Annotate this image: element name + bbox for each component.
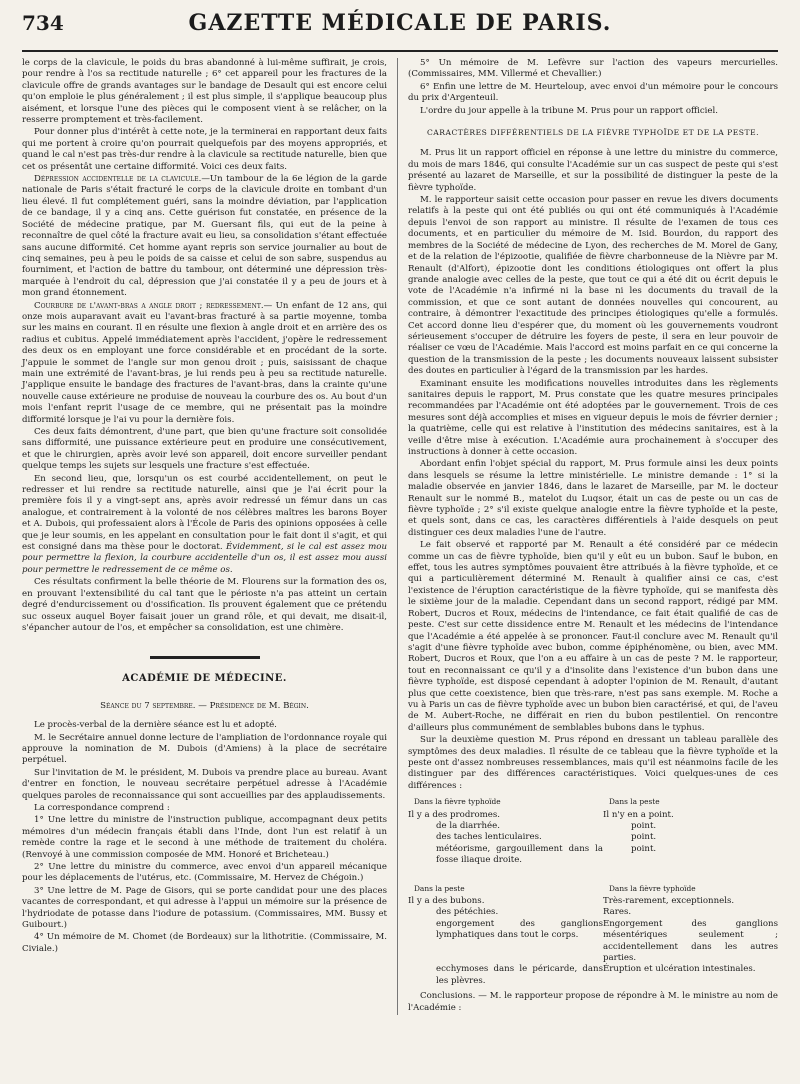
page-number: 734	[22, 11, 64, 35]
article-columns	[22, 58, 778, 1015]
table-cell: Il y a des bubons.	[408, 896, 485, 907]
paragraph: Abordant enfin l'objet spécial du rapport, M. Prus formule ainsi les deux points dans lesquels se résume la lettre ministérielle. Le ministre demande : 1° si la maladie observée en janvier 1846, dans le lazaret de Marseille, par M. le docteur Renault sur le nommé B., matelot du Luqsor, était un cas de peste ou un cas de fièvre typhoïde ; 2° s'il existe quelque analogie entre la fièvre typhoïde et la peste, et quels sont, dans ce cas, les caractères différentiels à l'aide desquels on peut distinguer ces deux maladies l'une de l'autre.	[408, 459, 778, 538]
case-text: —Un tambour de la 6e légion de la garde nationale de Paris s'était fracturé le corps de la clavicule droite en tombant d'un lieu élevé. Il fut complétement guéri, sans la moindre déviation, par l'application de ce bandage, il y a cinq ans. Cette guérison fut constatée, en présence de la Société de médecine pratique, par M. Guersant fils, qui eut de la peine à reconnaître de quel côté la fracture avait eu lieu, sa consolidation s'étant effectuée sans aucune difformité. Cet homme ayant repris son service journalier au bout de cinq semaines, peu à peu le poids de sa caisse et celui de son sabre, suspendus au fourniment, et l'action de battre du tambour, ont déterminé une dépression très-marquée à l'endroit du cal, dépression que j'ai constatée il y a peu de jours et à mon grand étonnement.	[22, 174, 388, 299]
correspondence-item: 2° Une lettre du ministre du commerce, avec envoi d'un appareil mécanique pour les déplacements de l'utérus, etc. (Commissaire, M. Hervez de Chégoin.)	[22, 862, 387, 884]
table-cell: météorisme, gargouillement dans la fosse iliaque droite.	[436, 843, 603, 866]
paragraph: L'ordre du jour appelle à la tribune M. Prus pour un rapport officiel.	[420, 105, 718, 116]
table-cell: Il y a des prodromes.	[408, 809, 500, 820]
correspondence-item: 3° Une lettre de M. Page de Gisors, qui se porte candidat pour une des places vacantes de correspondant, et qui adresse à l'appui un mémoire sur la présence de l'hydriodate de potasse dans l'iodure de potassium. (Commissaires, MM. Bussy et Guibourt.)	[22, 885, 387, 931]
correspondence-item: 5° Un mémoire de M. Lefèvre sur l'action des vapeurs mercurielles. (Commissaires, MM. Villermé et Chevallier.)	[408, 58, 778, 80]
session-line: Séance du 7 septembre. — Présidence de M. Bégin.	[100, 700, 309, 711]
correspondence-item: 4° Un mémoire de M. Chomet (de Bordeaux) sur la lithotritie. (Commissaire, M. Civiale.)	[22, 932, 387, 954]
comparison-table-typhoid	[408, 796, 778, 866]
paragraph: Le procès-verbal de la dernière séance est lu et adopté.	[34, 720, 277, 731]
paragraph: le corps de la clavicule, le poids du bras abandonné à lui-même suffirait, je crois, pour rendre à l'os sa rectitude naturelle ; 6° cet appareil pour les fractures de la clavicule offre de grands avantages sur le bandage de Desault qui est encore celui qu'on emploie le plus généralement ; il est plus simple, il s'applique beaucoup plus aisément, et lorsque l'une des pièces qui le composent vient à se relâcher, on la resserre promptement et très-facilement.	[22, 58, 387, 126]
table-cell: ecchymoses dans le péricarde, dans les plèvres.	[436, 964, 603, 986]
table-cell: des pétéchies.	[436, 907, 499, 918]
case-paragraph	[22, 174, 387, 299]
table-cell: Éruption et ulcération intestinales.	[603, 964, 756, 975]
page-header	[22, 10, 778, 52]
paragraph: La correspondance comprend :	[34, 802, 170, 813]
paragraph: Ces deux faits démontrent, d'une part, que bien qu'une fracture soit consolidée sans difformité, une puissance extérieure peut en produire une consécutivement, et que le chirurgien, après avoir levé son appareil, doit encore surveiller pendant quelque temps les sujets sur lesquels une fracture s'est effectuée.	[22, 427, 387, 472]
case-title: Dépression accidentelle de la clavicule.	[34, 174, 202, 185]
spacer	[408, 871, 778, 879]
table-cell: point.	[631, 821, 657, 831]
column-header: Dans la fièvre typhoïde	[609, 883, 696, 893]
table-cell: Il n'y en a point.	[603, 809, 674, 820]
report-subheading: CARACTÈRES DIFFÉRENTIELS DE LA FIÈVRE TYPHOÏDE ET DE LA PESTE.	[426, 128, 760, 138]
column-header: Dans la peste	[414, 883, 465, 893]
table-cell: Engorgement des ganglions mésentériques seulement ; accidentellement dans les autres parties.	[603, 918, 778, 964]
paragraph: Pour donner plus d'intérêt à cette note, je la terminerai en rapportant deux faits qui me portent à croire qu'on pourrait quelquefois par des moyens appropriés, et quand le cal n'est pas très-dur rendre à la clavicule sa rectitude naturelle, bien que cet os présentât une certaine difformité. Voici ces deux faits.	[22, 127, 387, 172]
paragraph: M. le Secrétaire annuel donne lecture de l'ampliation de l'ordonnance royale qui approuve la nomination de M. Dubois (d'Amiens) à la place de secrétaire perpétuel.	[22, 732, 387, 766]
paragraph: Le fait observé et rapporté par M. Renault a été considéré par ce médecin comme un cas de fièvre typhoïde, bien qu'il y eût eu un bubon. Sauf le bubon, en effet, tous les autres symptômes pouvaient être attribués à la fièvre typhoïde, et ce qui a particulièrement déterminé M. Renault à qualifier ainsi ce cas, c'est l'existence de l'éruption caractéristique de la fièvre typhoïde, qui se manifesta dès le sixième jour de la maladie. Cependant dans un second rapport, rédigé par MM. Robert, Ducros et Roux, médecins de l'intendance, ce fait était qualifié de cas de peste. C'est sur cette dissidence entre M. Renault et les médecins de l'intendance que l'Académie a été appelée à se prononcer. Faut-il conclure avec M. Renault qu'il s'agit d'une fièvre typhoïde avec bubon, comme épiphénomène, ou bien, avec MM. Robert, Ducros et Roux, que l'on a eu affaire à un cas de peste ? M. le rapporteur, tout en reconnaissant ce qu'il y a d'insolite dans l'existence d'un bubon dans une fièvre typhoïde, est disposé cependant à adopter l'opinion de M. Renault, d'autant plus que cette coexistence, bien que très-rare, n'est pas sans exemple. M. Roche a vu à Paris un cas de fièvre typhoïde avec un bubon bien caractérisé, et qui, de l'aveu de M. Aubert-Roche, ne différait en rien du bubon pestilentiel. On rencontre d'ailleurs plus communément de semblables bubons dans le typhus.	[408, 540, 778, 733]
column-header: Dans la fièvre typhoïde	[414, 797, 501, 807]
column-header: Dans la peste	[609, 797, 660, 807]
table-cell: Rares.	[603, 907, 632, 918]
section-title: ACADÉMIE DE MÉDECINE.	[122, 673, 287, 685]
table-cell: point.	[631, 843, 657, 854]
correspondence-item: 6° Enfin une lettre de M. Heurteloup, avec envoi d'un mémoire pour le concours du prix d'Argenteuil.	[408, 81, 778, 104]
paragraph: M. Prus lit un rapport officiel en réponse à une lettre du ministre du commerce, du mois de mars 1846, qui consulte l'Académie sur un cas suspect de peste qui s'est présenté au lazaret de Marseille, et sur la possibilité de distinguer la peste de la fièvre typhoïde.	[408, 148, 778, 193]
right-column	[398, 58, 778, 1015]
paragraph	[22, 474, 387, 577]
case-paragraph	[22, 301, 387, 426]
paragraph: M. le rapporteur saisit cette occasion pour passer en revue les divers documents relatifs à la peste qui ont été publiés ou qui ont été communiqués à l'Académie depuis l'envoi de son rapport au ministre. Il résulte de l'examen de tous ces documents, et en particulier du mémoire de M. Isid. Bourdon, du rapport des membres de la Société de médecine de Lyon, des recherches de M. Morel de Gany, et de la relation de l'épizootie, qualifiée de fièvre charbonneuse de la Nièvre par M. Renault (d'Alfort), épizootie dont les conditions étiologiques ont offert la plus grande analogie avec celles de la peste, que tout ce qui a été dit ou écrit depuis le vote de l'Académie n'a infirmé ni la base ni les documents du travail de la commission, et que ce sont autant de données nouvelles qui concourent, au contraire, à démontrer l'exactitude des principes étiologiques qu'elle a formulés. Cet accord donne lieu d'espérer que, du moment où les gouvernements voudront sérieusement s'occuper de détruire les foyers de peste, il sera en leur pouvoir de réaliser ce vœu de l'Académie. Mais l'accord est moins parfait en ce qui concerne la question de la transmission de la peste ; les documents nouveaux laissent subsister des doutes en particulier à l'égard de la transmission par les hardes.	[408, 195, 778, 377]
left-column	[22, 58, 398, 1015]
paragraph: Examinant ensuite les modifications nouvelles introduites dans les règlements sanitaires depuis le rapport, M. Prus constate que les quatre mesures principales recommandées par l'Académie ont été adoptées par le gouvernement. Trois de ces mesures sont déjà accomplies et mises en vigueur depuis le mois de février dernier ; la quatrième, celle qui est relative à l'institution des médecins sanitaires, est à la veille d'être mise à exécution. L'Académie aura prochainement à s'occuper des instructions à donner à cette occasion.	[408, 378, 778, 457]
table-cell: engorgement des ganglions lymphatiques dans tout le corps.	[436, 918, 603, 941]
table-cell: Très-rarement, exceptionnels.	[603, 896, 735, 907]
table-cell: de la diarrhée.	[436, 821, 500, 831]
table-cell: des taches lenticulaires.	[436, 832, 542, 843]
journal-title: GAZETTE MÉDICALE DE PARIS.	[188, 10, 612, 36]
paragraph: Sur l'invitation de M. le président, M. Dubois va prendre place au bureau. Avant d'entrer en fonction, le nouveau secrétaire perpétuel adresse à l'Académie quelques paroles de reconnaissance qui sont accueillies par des applaudissements.	[22, 767, 387, 801]
section-divider	[150, 656, 260, 659]
table-cell: point.	[631, 832, 657, 843]
paragraph-text: En second lieu, que, lorsqu'un os est courbé accidentellement, on peut le redresser et lui rendre sa rectitude naturelle, ainsi que je l'ai écrit pour la première fois il y a vingt-sept ans, après avoir redressé un fémur dans un cas analogue, et contrairement à la volonté de nos célèbres maîtres les barons Boyer et A. Dubois, qui professaient alors à l'École de Paris des opinions opposées à celle que je leur soumis, en les appelant en consultation pour le fait dont il s'agit, et qui est consigné dans ma thèse pour le doctorat.	[22, 473, 387, 553]
paragraph: Sur la deuxième question M. Prus répond en dressant un tableau parallèle des symptômes des deux maladies. Il résulte de ce tableau que la fièvre typhoïde et la peste ont d'assez nombreuses ressemblances, mais qu'il est néanmoins facile de les distinguer par des différences caractéristiques. Voici quelques-unes de ces différences :	[408, 735, 778, 791]
paragraph: Ces résultats confirment la belle théorie de M. Flourens sur la formation des os, en prouvant l'extensibilité du cal tant que le périoste n'a pas atteint un certain degré d'endurcissement ou d'ossification. Ils prouvent également que ce prétendu suc osseux auquel Boyer faisait jouer un grand rôle, et qui devait, me disait-il, s'épancher autour de l'os, et empêcher sa consolidation, est une chimère.	[22, 577, 387, 633]
case-title: Courbure de l'avant-bras a angle droit ; redressement.	[34, 300, 264, 311]
conclusions-paragraph: Conclusions. — M. le rapporteur propose de répondre à M. le ministre au nom de l'Académie :	[408, 991, 778, 1013]
correspondence-item: 1° Une lettre du ministre de l'instruction publique, accompagnant deux petits mémoires d'un médecin français établi dans l'Inde, dont l'un est relatif à un remède contre la rage et le second à une méthode de traitement du choléra. (Renvoyé à une commission composée de MM. Honoré et Bricheteau.)	[22, 815, 387, 860]
italic-text: Évidemment, si le cal est assez mou pour permettre la flexion, la courbure accidentelle d'un os, il est assez mou aussi pour permettre le redressement de ce même os.	[22, 542, 388, 575]
comparison-table-plague	[408, 883, 778, 988]
case-text: — Un enfant de 12 ans, qui onze mois auparavant avait eu l'avant-bras fracturé à sa partie moyenne, tomba sur les mains en courant. Il en résulte une flexion à angle droit et en arrière des os radius et cubitus. Appelé immédiatement après l'accident, j'opère le redressement des deux os en employant une force considérable et en procédant de la sorte. J'appuie le sommet de l'angle sur mon genou droit ; puis, saisissant de chaque main une extrémité de l'avant-bras, je lui rends peu à peu sa rectitude naturelle. J'applique ensuite le bandage des fractures de l'avant-bras, dans la crainte qu'une nouvelle cause extérieure ne produise de nouveau la courbure des os. Au bout d'un mois l'enfant reprit l'usage de ce membre, qui ne présentait pas la moindre difformité lorsque je l'ai vu pour la dernière fois.	[22, 300, 388, 425]
